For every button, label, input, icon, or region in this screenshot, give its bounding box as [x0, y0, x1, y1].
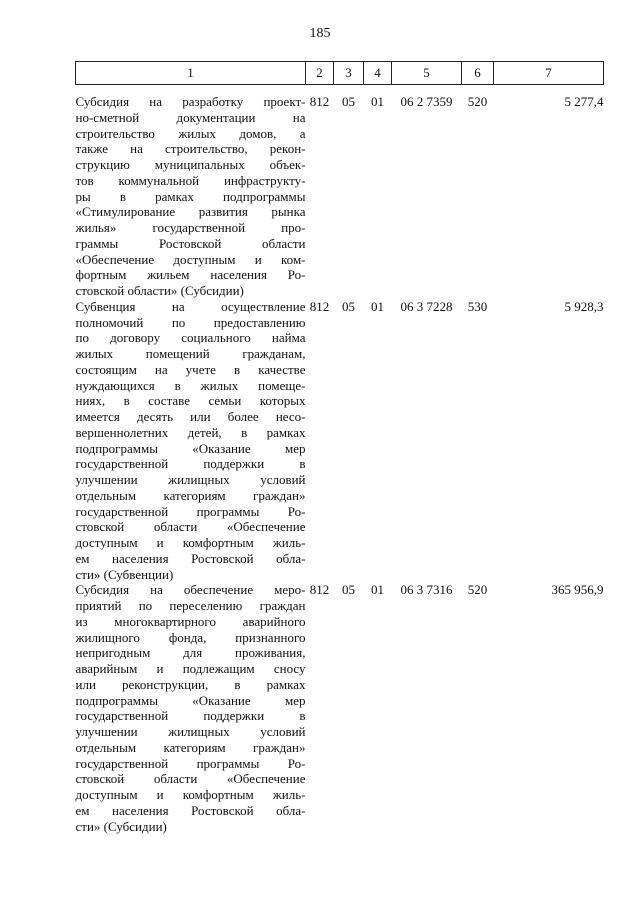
description-line: государственной поддержки в	[75, 456, 306, 472]
description-line: ры в рамках подпрограммы	[75, 188, 306, 204]
row-description	[76, 582, 306, 834]
amount: 5 277,4	[564, 94, 604, 109]
header-col-4: 4	[364, 62, 392, 85]
description-line: отдельным категориям граждан»	[75, 487, 306, 503]
header-col-1: 1	[76, 62, 306, 85]
description-line: доступным и комфортным жиль-	[75, 787, 306, 802]
description-line: или реконструкции, в рамках	[75, 676, 306, 692]
expense-type-code: 520	[467, 94, 488, 109]
chapter-code: 812	[309, 298, 330, 314]
subsection-code: 01	[371, 298, 384, 314]
section-code: 05	[342, 94, 355, 109]
description-line: стовской области» (Субсидии)	[75, 283, 244, 298]
description-line: вершеннолетних детей, в рамках	[75, 424, 306, 440]
subsection-code: 01	[371, 582, 384, 598]
table-header-row	[76, 62, 604, 85]
description-line: отдельным категориям граждан»	[75, 739, 306, 755]
header-col-7: 7	[494, 62, 604, 85]
description-line: улучшении жилищных условий	[75, 472, 306, 487]
budget-table	[75, 61, 604, 834]
target-article-code: 06 3 7228	[400, 298, 453, 314]
section-code: 05	[342, 298, 355, 314]
description-line: состоящим на учете в качестве	[75, 361, 306, 377]
description-line: непригодным для проживания,	[75, 645, 306, 661]
table-row	[76, 299, 604, 583]
description-line: Субвенция на осуществление	[75, 298, 306, 314]
description-line: приятий по переселению граждан	[75, 598, 306, 613]
description-line: стовской области «Обеспечение	[75, 771, 306, 787]
description-line: ем населения Ростовской обла-	[75, 550, 306, 566]
description-line: по договору социального найма	[75, 330, 306, 346]
subsection-code: 01	[371, 94, 384, 109]
description-line: ем населения Ростовской обла-	[75, 802, 306, 818]
description-line: но-сметной документации на	[75, 109, 306, 125]
amount: 5 928,3	[564, 298, 604, 314]
description-line: также на строительство, рекон-	[75, 141, 306, 157]
description-line: сти» (Субсидии)	[75, 818, 167, 834]
amount: 365 956,9	[551, 582, 604, 598]
description-line: фортным жильем населения Ро-	[75, 267, 306, 283]
description-line: полномочий по предоставлению	[75, 314, 306, 330]
description-line: «Стимулирование развития рынка	[75, 204, 306, 220]
description-line: государственной программы Ро-	[75, 503, 306, 519]
target-article-code: 06 2 7359	[400, 94, 453, 109]
description-line: подпрограммы «Оказание мер	[75, 440, 306, 456]
description-line: из многоквартирного аварийного	[75, 613, 306, 629]
target-article-code: 06 3 7316	[400, 582, 453, 598]
description-line: государственной программы Ро-	[75, 755, 306, 771]
description-line: имеется десять или более несо-	[75, 409, 306, 424]
description-line: государственной поддержки в	[75, 708, 306, 724]
table-row	[76, 582, 604, 834]
expense-type-code: 530	[467, 298, 488, 314]
description-line: Субсидия на разработку проект-	[75, 94, 306, 109]
row-description	[76, 85, 306, 299]
chapter-code: 812	[309, 94, 330, 109]
description-line: улучшении жилищных условий	[75, 724, 306, 739]
header-col-2: 2	[306, 62, 334, 85]
row-description	[76, 299, 306, 583]
description-line: нуждающихся в жилых помеще-	[75, 377, 306, 393]
description-line: стовской области «Обеспечение	[75, 519, 306, 535]
header-col-3: 3	[334, 62, 364, 85]
description-line: жилищного фонда, признанного	[75, 629, 306, 645]
header-col-6: 6	[462, 62, 494, 85]
section-code: 05	[342, 582, 355, 598]
description-line: «Обеспечение доступным и ком-	[75, 251, 306, 267]
page-number: 185	[309, 26, 331, 41]
description-line: строительство жилых домов, а	[75, 125, 306, 141]
description-line: ниях, в составе семьи которых	[75, 393, 306, 409]
description-line: граммы Ростовской области	[75, 235, 306, 251]
description-line: доступным и комфортным жиль-	[75, 535, 306, 550]
table-row	[76, 85, 604, 299]
description-line: подпрограммы «Оказание мер	[75, 692, 306, 708]
description-line: струкцию муниципальных объек-	[75, 157, 306, 172]
table-body	[76, 85, 604, 835]
description-line: жилых помещений гражданам,	[75, 346, 306, 361]
description-line: Субсидия на обеспечение меро-	[75, 582, 306, 598]
description-line: жилья» государственной про-	[75, 220, 306, 235]
description-line: сти» (Субвенции)	[75, 566, 174, 582]
description-line: аварийным и подлежащим сносу	[75, 661, 306, 676]
header-col-5: 5	[392, 62, 462, 85]
expense-type-code: 520	[467, 582, 488, 598]
description-line: тов коммунальной инфраструкту-	[75, 172, 306, 188]
chapter-code: 812	[309, 582, 330, 598]
